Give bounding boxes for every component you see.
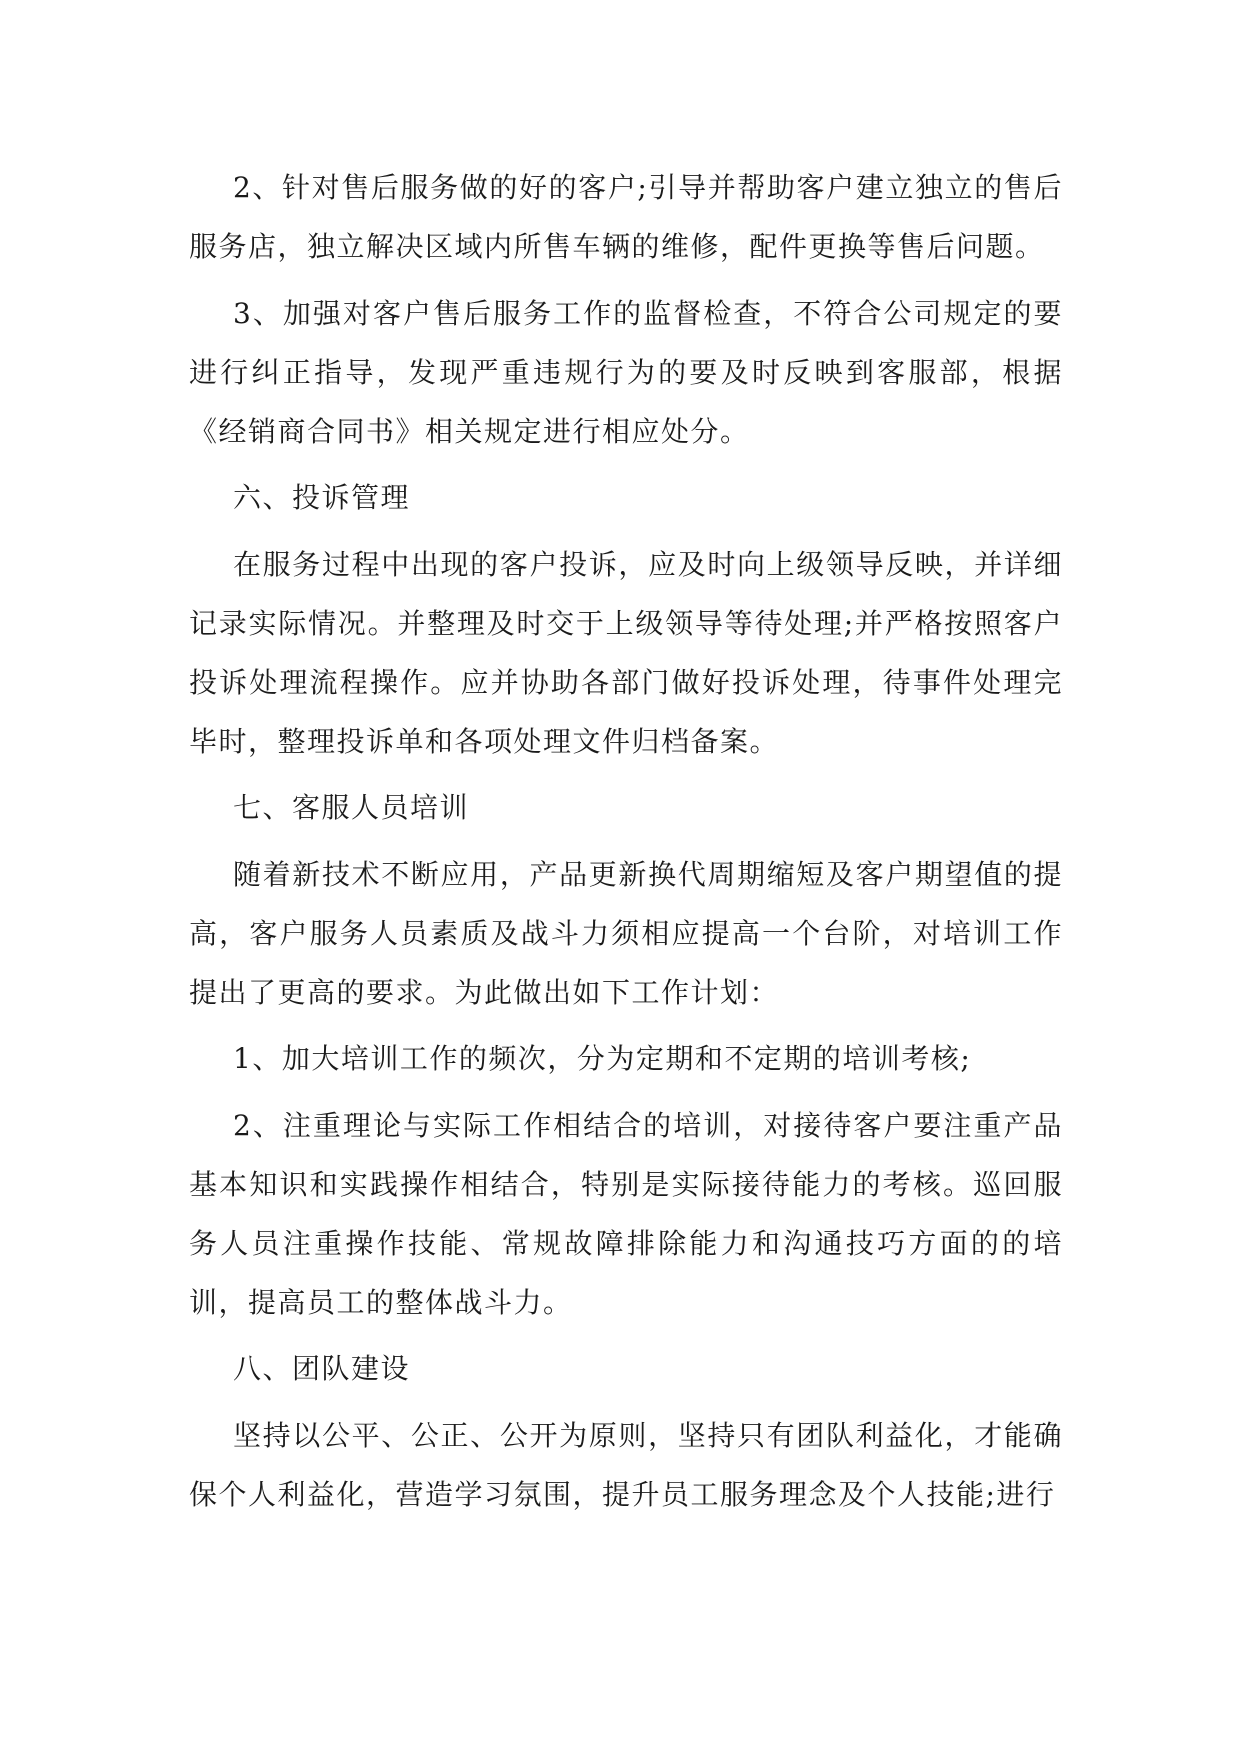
section-heading-staff-training: 七、客服人员培训	[233, 791, 470, 824]
paragraph-training-intro: 随着新技术不断应用，产品更新换代周期缩短及客户期望值的提高，客户服务人员素质及战斗力须相应提高一个台阶，对培训工作提出了更高的要求。为此做出如下工作计划：	[189, 857, 1063, 1009]
paragraph-training-frequency: 1、加大培训工作的频次，分为定期和不定期的培训考核;	[233, 1042, 972, 1075]
paragraph-training-theory-practice: 2、注重理论与实际工作相结合的培训，对接待客户要注重产品基本知识和实践操作相结合，特别是实际接待能力的考核。巡回服务人员注重操作技能、常规故障排除能力和沟通技巧方面的的培训，提高员工的整体战斗力。	[189, 1108, 1063, 1319]
paragraph-aftersales-independent-store: 2、针对售后服务做的好的客户;引导并帮助客户建立独立的售后服务店，独立解决区域内所售车辆的维修，配件更换等售后问题。	[189, 171, 1063, 263]
section-heading-team-building: 八、团队建设	[233, 1352, 411, 1385]
paragraph-complaint-handling: 在服务过程中出现的客户投诉，应及时向上级领导反映，并详细记录实际情况。并整理及时交于上级领导等待处理;并严格按照客户投诉处理流程操作。应并协助各部门做好投诉处理，待事件处理完毕时，整理投诉单和各项处理文件归档备案。	[189, 547, 1063, 758]
paragraph-team-building: 坚持以公平、公正、公开为原则，坚持只有团队利益化，才能确保个人利益化，营造学习氛围，提升员工服务理念及个人技能;进行	[189, 1418, 1063, 1511]
paragraph-aftersales-supervision: 3、加强对客户售后服务工作的监督检查，不符合公司规定的要进行纠正指导，发现严重违规行为的要及时反映到客服部，根据《经销商合同书》相关规定进行相应处分。	[189, 296, 1063, 448]
document-body	[189, 158, 1063, 1531]
section-heading-complaint-management: 六、投诉管理	[233, 481, 411, 514]
